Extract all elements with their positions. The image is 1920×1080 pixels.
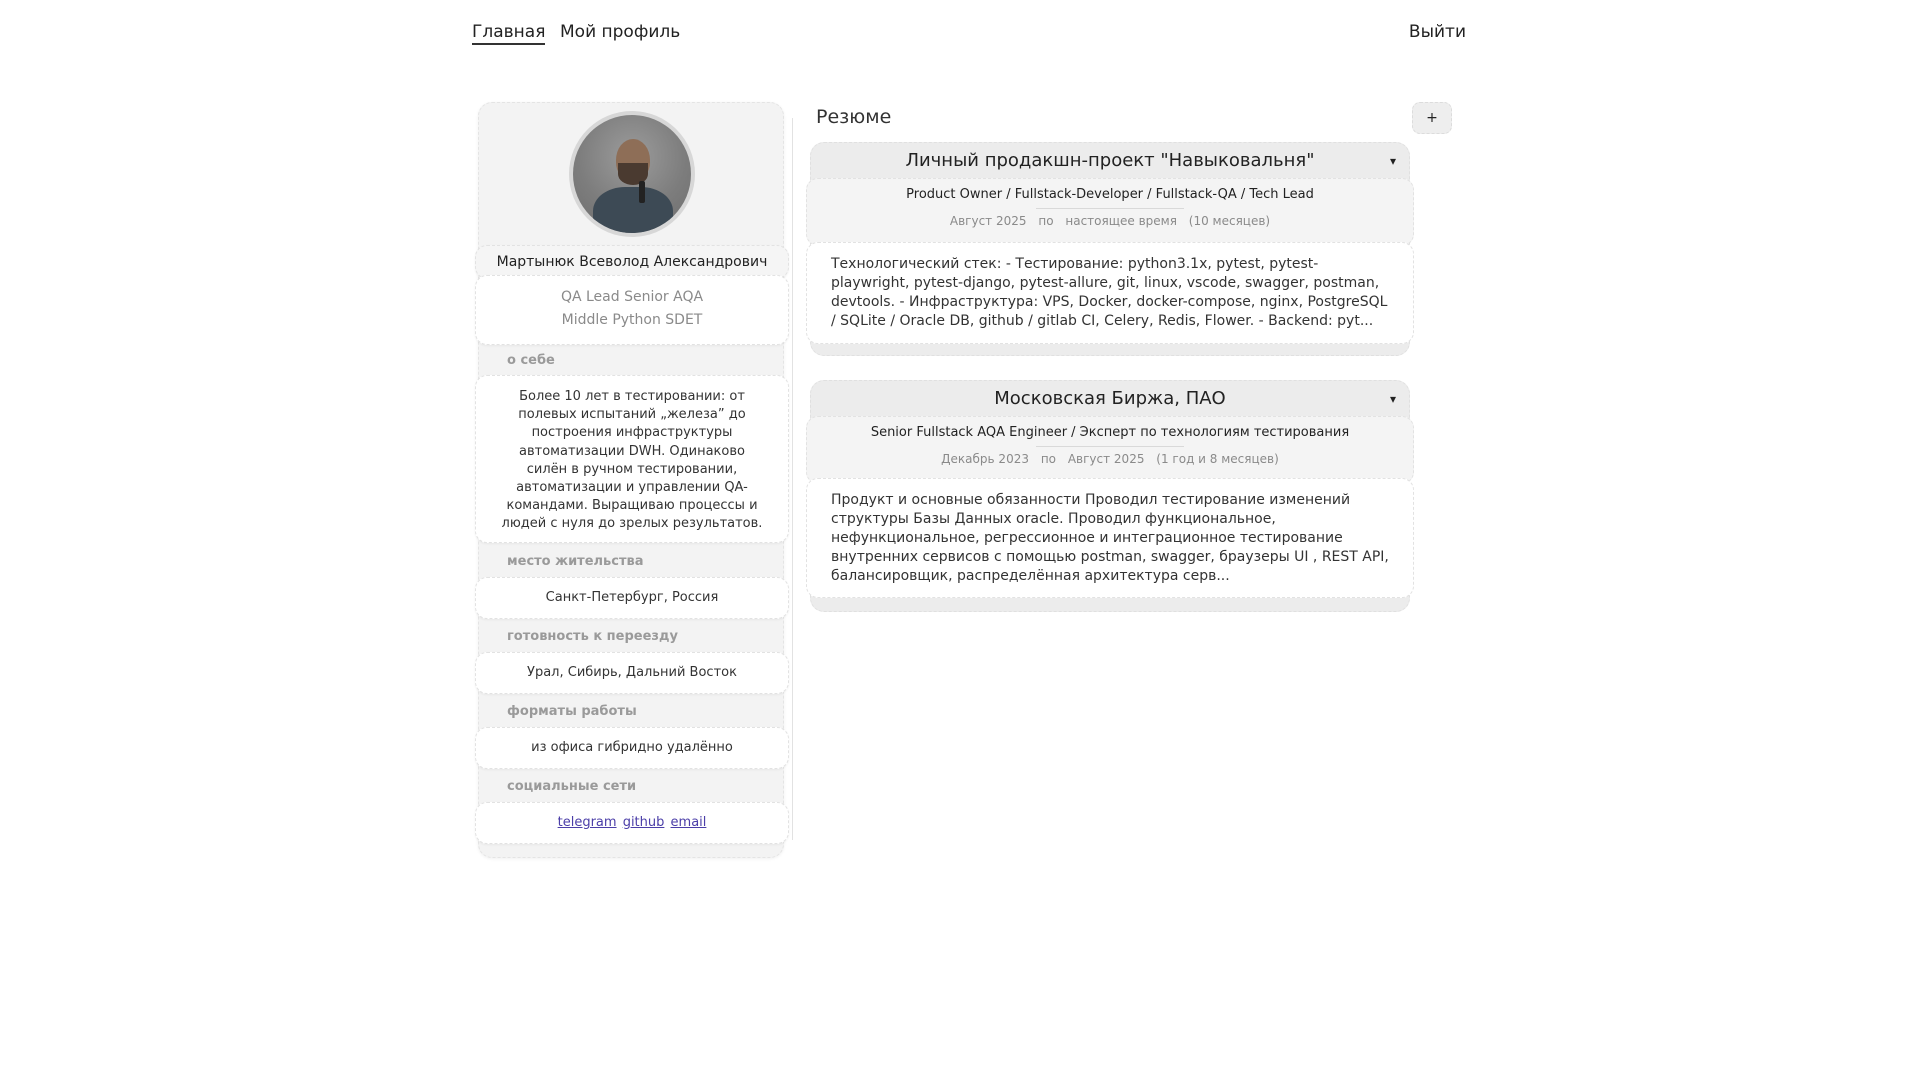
job-date-to: по [1038,214,1054,228]
profile-name: Мартынюк Всеволод Александрович [475,245,789,279]
job-card [806,380,1414,612]
work-formats-value: из офиса гибридно удалённо [475,727,789,769]
job-company[interactable]: Личный продакшн-проект "Навыковальня" [905,150,1315,171]
job-position: Senior Fullstack AQA Engineer / Эксперт по технологиям тестирования [870,425,1350,440]
nav-logout-link[interactable]: Выйти [1408,22,1466,42]
job-company[interactable]: Московская Биржа, ПАО [994,388,1226,409]
social-label: социальные сети [507,779,637,794]
expand-toggle-icon[interactable]: ▾ [1389,154,1396,168]
telegram-link[interactable]: telegram [557,815,617,830]
nav-home-link[interactable]: Главная [472,22,545,45]
avatar-photo [573,115,691,233]
top-nav [472,22,1466,52]
nav-profile-link[interactable]: Мой профиль [560,22,681,42]
job-separator [1036,446,1184,447]
role-line-2: Middle Python SDET [561,312,703,328]
job-start-date: Декабрь 2023 [941,452,1029,466]
email-link[interactable]: email [670,815,707,830]
relocation-label: готовность к переезду [507,629,678,644]
about-text: Более 10 лет в тестировании: от полевых испытаний „железа” до построения инфраструктуры автоматизации DWH. Одинаково силён в ручном тестировании, автоматизации и управлении QA-командами. Выращиваю процессы и людей с нуля до зрелых результатов. [475,375,789,543]
job-description: Технологический стек: - Тестирование: python3.1x, pytest, pytest-playwright, pytest-django, pytest-allure, git, linux, vscode, swagger, postman, devtools. - Инфраструктура: VPS, Docker, docker-compose, nginx, PostgreSQL / SQLite / Oracle DB, github / gitlab CI, Celery, Redis, Flower. - Backend: pyt... [806,242,1414,344]
about-label: о себе [507,353,555,368]
job-duration: (1 год и 8 месяцев) [1156,452,1279,466]
job-dates [807,214,1413,228]
job-card [806,142,1414,356]
relocation-value: Урал, Сибирь, Дальний Восток [475,652,789,694]
job-start-date: Август 2025 [949,214,1027,228]
avatar [569,111,695,237]
location-value: Санкт-Петербург, Россия [475,577,789,619]
profile-roles [475,275,789,345]
job-end-date: настоящее время [1065,214,1177,228]
column-divider [792,118,793,840]
job-meta [806,178,1414,246]
work-formats-label: форматы работы [507,704,637,719]
job-date-to: по [1040,452,1056,466]
microphone-icon [639,181,645,203]
expand-toggle-icon[interactable]: ▾ [1389,392,1396,406]
github-link[interactable]: github [622,815,665,830]
job-separator [1036,208,1184,209]
profile-panel [478,102,784,858]
job-meta [806,416,1414,484]
job-position: Product Owner / Fullstack-Developer / Fullstack-QA / Tech Lead [906,187,1314,202]
add-resume-button[interactable]: + [1412,102,1452,134]
resume-title: Резюме [816,106,892,128]
role-line-1: QA Lead Senior AQA [560,289,704,305]
avatar-photo-body [593,187,673,233]
job-description: Продукт и основные обязанности Проводил тестирование изменений структуры Базы Данных oracle. Проводил функциональное, нефункциональное, регрессионное и интеграционное тестирование внутренних сервисов с помощью postman, swagger, браузеры UI , REST API, балансировщик, распределённая архитектура серв... [806,478,1414,598]
job-duration: (10 месяцев) [1188,214,1271,228]
job-dates [807,452,1413,466]
social-links [475,802,789,844]
job-end-date: Август 2025 [1067,452,1145,466]
location-label: место жительства [507,554,644,569]
